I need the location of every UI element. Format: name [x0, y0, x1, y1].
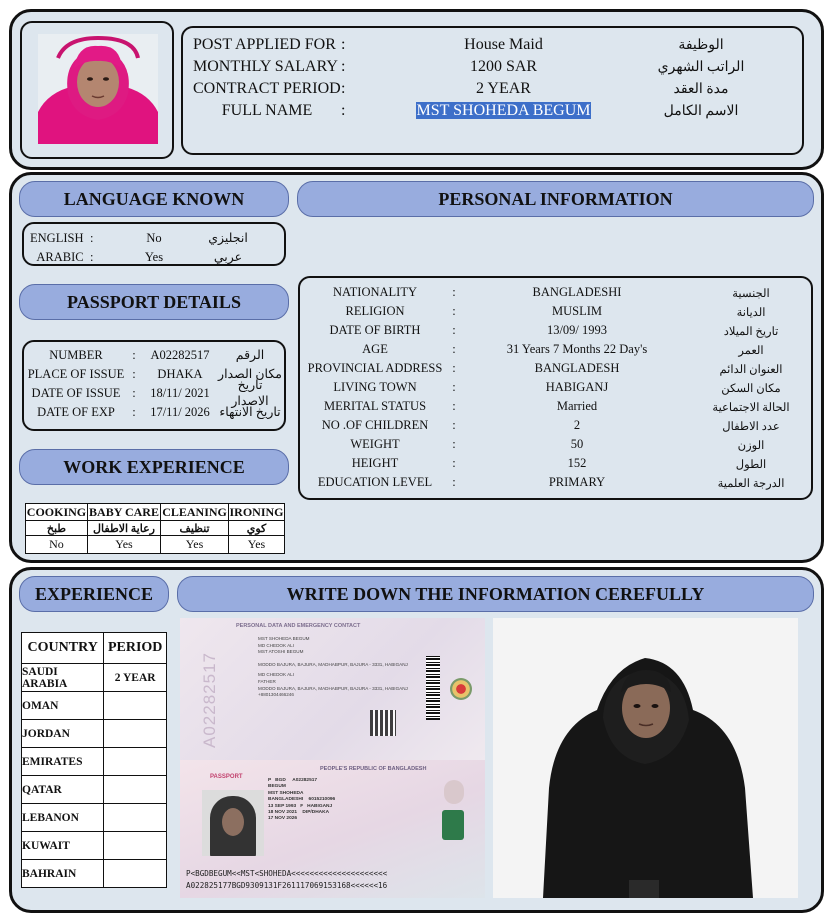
personal-row [304, 398, 809, 415]
work-value: Yes [87, 536, 160, 554]
experience-heading: EXPERIENCE [19, 576, 169, 612]
personal-arabic: الديانة [736, 306, 766, 319]
work-col-arabic: تنظيف [161, 521, 229, 536]
field-arabic: الراتب الشهري [657, 59, 745, 75]
work-col-ironing: IRONING [229, 504, 284, 519]
profile-photo [38, 34, 158, 144]
field-arabic: مدة العقد [673, 81, 729, 97]
passport-label: DATE OF EXP [37, 404, 115, 419]
scan-barcode-icon [426, 656, 440, 720]
scan-country-heading: PEOPLE'S REPUBLIC OF BANGLADESH [320, 766, 427, 772]
field-label: MONTHLY SALARY [193, 58, 338, 75]
personal-arabic: عدد الاطفال [722, 420, 780, 433]
scan-authority: DIP/DHAKA [302, 810, 330, 816]
colon: : [341, 102, 346, 119]
personal-value: BANGLADESHI [532, 285, 622, 299]
language-value: No [146, 230, 162, 245]
scan-mrz-line-1: P<BGDBEGUM<<MST<SHOHEDA<<<<<<<<<<<<<<<<<<<<< [186, 869, 388, 878]
personal-value: PRIMARY [548, 475, 606, 489]
personal-label: RELIGION [345, 304, 405, 318]
scan-emergency-name: MD CHEDOK ALI [258, 672, 294, 678]
work-col-arabic: طبخ [26, 521, 88, 536]
scan-top-heading: PERSONAL DATA AND EMERGENCY CONTACT [236, 623, 361, 629]
scan-passport-word: PASSPORT [210, 774, 243, 780]
scan-number: A02282517 [292, 778, 318, 783]
personal-label: WEIGHT [350, 437, 400, 451]
personal-arabic: الطول [735, 458, 767, 471]
language-label: ARABIC [36, 249, 84, 264]
experience-period [104, 720, 167, 748]
passport-row-issue [26, 378, 284, 408]
field-arabic: الاسم الكامل [663, 103, 739, 119]
colon: : [132, 385, 136, 400]
personal-label: NO .OF CHILDREN [321, 418, 429, 432]
personal-label: NATIONALITY [332, 285, 417, 299]
scan-phone: +8801304466246 [258, 692, 294, 698]
scan-flag-icon [442, 810, 464, 840]
scan-birthplace: HABIGANJ [307, 803, 333, 809]
personal-arabic: العمر [738, 344, 764, 357]
work-value: Yes [229, 536, 285, 554]
scan-holder-photo [202, 790, 264, 856]
passport-value: DHAKA [157, 366, 203, 381]
experience-period [104, 860, 167, 888]
language-arabic: عربي [213, 250, 243, 264]
field-label: POST APPLIED FOR [193, 36, 336, 53]
personal-row [304, 303, 809, 320]
scan-emblem-icon [450, 678, 472, 700]
notice-heading: WRITE DOWN THE INFORMATION CEREFULLY [177, 576, 814, 612]
personal-row [304, 417, 809, 434]
colon: : [341, 58, 346, 75]
field-value: 2 YEAR [476, 80, 531, 97]
personal-value: 2 [573, 418, 581, 432]
language-row-arabic [30, 249, 280, 265]
personal-label: HEIGHT [351, 456, 399, 470]
personal-label: AGE [362, 342, 388, 356]
passport-row-expiry [26, 404, 284, 420]
personal-value: HABIGANJ [545, 380, 609, 394]
language-heading: LANGUAGE KNOWN [19, 181, 289, 217]
experience-period [104, 692, 167, 720]
experience-period [104, 776, 167, 804]
passport-scan-image [180, 618, 485, 898]
personal-arabic: الحالة الاجتماعية [712, 401, 790, 414]
passport-label: DATE OF ISSUE [31, 385, 121, 400]
colon: : [452, 304, 456, 318]
personal-arabic: العنوان الدائم [719, 363, 783, 376]
scan-qr-code-icon [370, 710, 396, 736]
colon: : [341, 80, 346, 97]
experience-country: JORDAN [22, 720, 104, 748]
colon: : [90, 249, 94, 264]
experience-col-country: COUNTRY [22, 633, 104, 664]
passport-arabic: الرقم [235, 348, 265, 362]
scan-mother: MST ATOSHI BEGUM [258, 649, 304, 655]
passport-arabic: تاريخ الانتهاء [219, 405, 281, 419]
colon: : [452, 285, 456, 299]
experience-country: BAHRAIN [22, 860, 104, 888]
personal-row [304, 341, 809, 358]
colon: : [132, 347, 136, 362]
work-col-arabic: كوي [229, 521, 285, 536]
field-post-applied [193, 35, 793, 55]
experience-col-period: PERIOD [104, 633, 167, 664]
personal-arabic: الجنسية [732, 287, 770, 300]
personal-value: 31 Years 7 Months 22 Day's [506, 342, 648, 356]
personal-row [304, 360, 809, 377]
colon: : [341, 36, 346, 53]
passport-row-number [26, 347, 284, 363]
personal-arabic: مكان السكن [721, 382, 781, 395]
field-monthly-salary [193, 57, 793, 77]
scan-mrz-line-2: A022825177BGD9309131F261117069153168<<<<<<16 [186, 881, 388, 890]
work-col-cooking: COOKING [26, 504, 87, 519]
personal-row [304, 379, 809, 396]
passport-arabic: تاريخ الاصدار [231, 378, 269, 408]
scan-contact-name: MST SHOHEDA BEGUM [258, 636, 310, 641]
language-value: Yes [144, 249, 164, 264]
personal-value: BANGLADESH [534, 361, 620, 375]
work-value: No [26, 536, 88, 554]
passport-arabic: مكان الصدار [218, 367, 282, 381]
scan-surname: BEGUM [268, 784, 286, 790]
full-body-photo [493, 618, 798, 898]
scan-contact-block [258, 636, 428, 699]
experience-country: KUWAIT [22, 832, 104, 860]
field-full-name [193, 101, 793, 121]
passport-value: 17/11/ 2026 [150, 404, 210, 419]
scan-sex: F [300, 803, 304, 809]
personal-label: MERITAL STATUS [323, 399, 427, 413]
experience-table [21, 632, 167, 888]
scan-expiry: 17 NOV 2026 [268, 816, 298, 822]
field-value: House Maid [464, 36, 543, 53]
colon: : [452, 399, 456, 413]
full-name-wrap [361, 102, 646, 120]
personal-row [304, 284, 809, 301]
personal-value: 152 [567, 456, 587, 470]
experience-period [104, 832, 167, 860]
personal-row [304, 455, 809, 472]
colon: : [452, 380, 456, 394]
work-value: Yes [161, 536, 229, 554]
scan-father: MD CHEDOK ALI [258, 642, 294, 648]
scan-personal-no: 6015210096 [308, 797, 336, 803]
experience-country: OMAN [22, 692, 104, 720]
work-col-cleaning: CLEANING [162, 504, 227, 519]
experience-country: LEBANON [22, 804, 104, 832]
language-arabic: انجليزي [208, 231, 248, 245]
experience-country: QATAR [22, 776, 104, 804]
work-col-baby-care: BABY CARE [89, 504, 159, 519]
personal-label: LIVING TOWN [333, 380, 417, 394]
scan-issue-date: 18 NOV 2021 [268, 810, 298, 816]
work-heading: WORK EXPERIENCE [19, 449, 289, 485]
field-value-highlighted[interactable]: MST SHOHEDA BEGUM [416, 102, 591, 119]
personal-value: MUSLIM [551, 304, 602, 318]
scan-given-name: MST SHOHEDA [268, 790, 304, 796]
colon: : [132, 404, 136, 419]
passport-heading: PASSPORT DETAILS [19, 284, 289, 320]
scan-data-block [268, 778, 398, 823]
personal-value: 50 [570, 437, 584, 451]
personal-label: DATE OF BIRTH [329, 323, 421, 337]
passport-value: A02282517 [150, 347, 210, 362]
language-label: ENGLISH [30, 230, 84, 245]
personal-row [304, 322, 809, 339]
scan-side-number: A02282517 [200, 652, 219, 748]
colon: : [452, 456, 456, 470]
passport-label: PLACE OF ISSUE [27, 366, 125, 381]
scan-nationality: BANGLADESHI [268, 797, 304, 803]
personal-heading: PERSONAL INFORMATION [297, 181, 814, 217]
personal-row [304, 436, 809, 453]
work-col-arabic: رعاية الاطفال [87, 521, 160, 536]
colon: : [90, 230, 94, 245]
personal-label: EDUCATION LEVEL [317, 475, 433, 489]
personal-value: Married [556, 399, 598, 413]
experience-country: EMIRATES [22, 748, 104, 776]
experience-period: 2 YEAR [104, 664, 167, 692]
field-arabic: الوظيفة [678, 37, 724, 53]
personal-arabic: الوزن [737, 439, 765, 452]
colon: : [452, 418, 456, 432]
scan-code: BGD [275, 778, 286, 783]
scan-type: P [268, 778, 272, 783]
colon: : [452, 361, 456, 375]
experience-period [104, 748, 167, 776]
profile-photo-frame [20, 21, 174, 159]
work-experience-table [25, 503, 285, 554]
personal-row [304, 474, 809, 491]
personal-value: 13/09/ 1993 [546, 323, 608, 337]
scan-address-2: MODDO BAJURA, BAJURA, MADHABPUR, BAJURA - 3331, HABIGANJ [258, 685, 408, 691]
field-contract-period [193, 79, 793, 99]
colon: : [452, 437, 456, 451]
personal-label: PROVINCIAL ADDRESS [307, 361, 443, 375]
colon: : [452, 342, 456, 356]
field-label: CONTRACT PERIOD [193, 80, 341, 97]
scan-relationship: FATHER [258, 678, 276, 684]
scan-mini-photo [444, 780, 464, 804]
passport-label: NUMBER [49, 347, 103, 362]
field-label: FULL NAME [221, 102, 313, 119]
colon: : [452, 323, 456, 337]
personal-arabic: الدرجة العلمية [717, 477, 785, 490]
personal-arabic: تاريخ الميلاد [723, 325, 779, 338]
experience-period [104, 804, 167, 832]
colon: : [452, 475, 456, 489]
scan-address: MODDO BAJURA, BAJURA, MADHABPUR, BAJURA - 3331, HABIGANJ [258, 661, 408, 667]
scan-dob: 13 SEP 1993 [268, 803, 297, 809]
language-row-english [30, 230, 280, 246]
passport-value: 18/11/ 2021 [150, 385, 210, 400]
colon: : [132, 366, 136, 381]
experience-country: SAUDI ARABIA [22, 664, 104, 692]
field-value: 1200 SAR [469, 58, 538, 75]
